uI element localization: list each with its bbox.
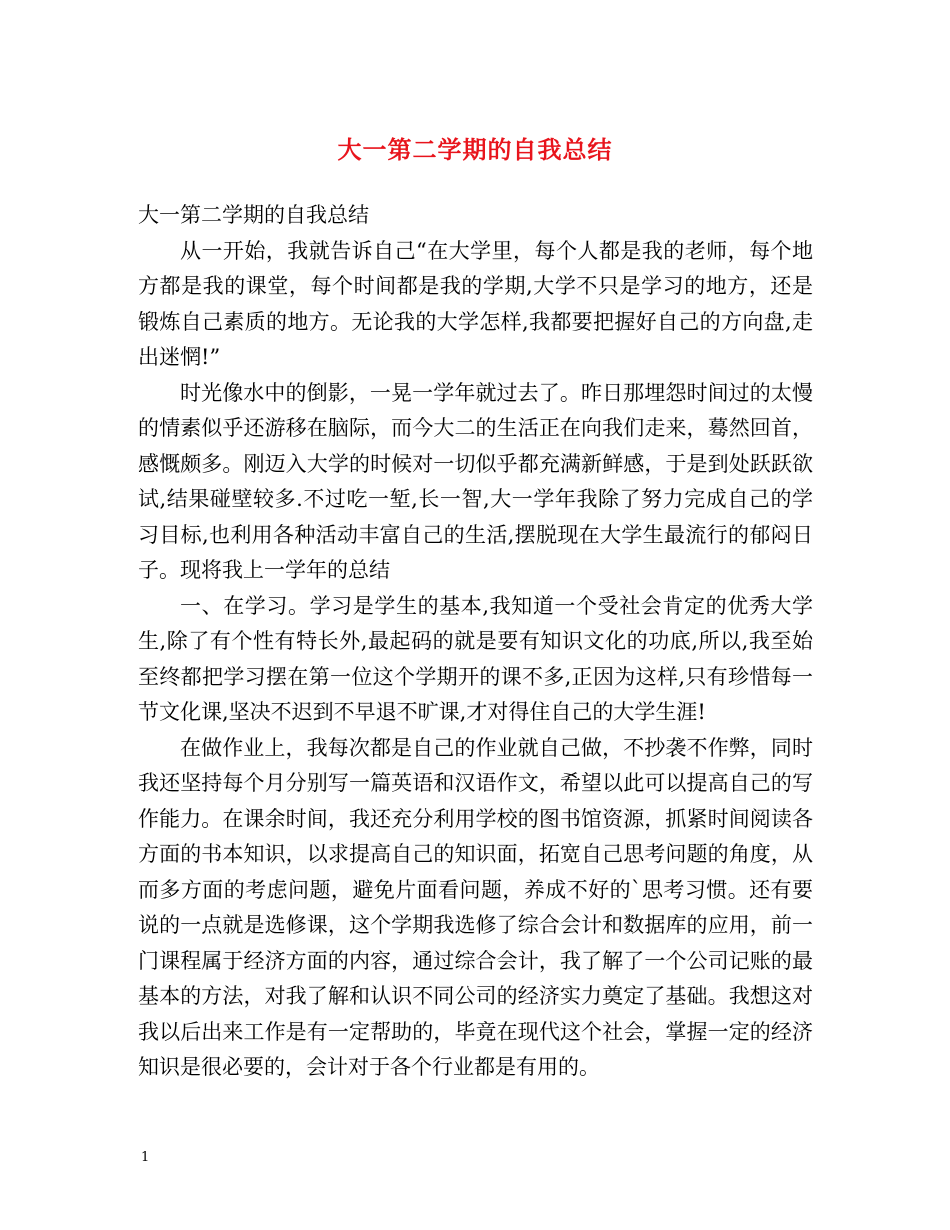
document-title: 大一第二学期的自我总结 bbox=[337, 135, 613, 164]
paragraph: 从一开始，我就告诉自己“在大学里，每个人都是我的老师，每个地方都是我的课堂，每个时间都是我的学期,大学不只是学习的地方，还是锻炼自己素质的地方。无论我的大学怎样,我都要把握好自己的方向盘,走出迷惘!” bbox=[138, 238, 813, 369]
document-subtitle: 大一第二学期的自我总结 bbox=[138, 203, 369, 227]
paragraph: 在做作业上，我每次都是自己的作业就自己做，不抄袭不作弊，同时我还坚持每个月分别写一篇英语和汉语作文，希望以此可以提高自己的写作能力。在课余时间，我还充分利用学校的图书馆资源，抓紧时间阅读各方面的书本知识，以求提高自己的知识面，拓宽自己思考问题的角度，从而多方面的考虑问题，避免片面看问题，养成不好的`思考习惯。还有要说的一点就是选修课，这个学期我选修了综合会计和数据库的应用，前一门课程属于经济方面的内容，通过综合会计，我了解了一个公司记账的最基本的方法，对我了解和认识不同公司的经济实力奠定了基础。我想这对我以后出来工作是有一定帮助的，毕竟在现代这个社会，掌握一定的经济知识是很必要的，会计对于各个行业都是有用的。 bbox=[138, 735, 813, 1079]
paragraph: 一、在学习。学习是学生的基本,我知道一个受社会肯定的优秀大学生,除了有个性有特长外,最起码的就是要有知识文化的功底,所以,我至始至终都把学习摆在第一位这个学期开的课不多,正因为这样,只有珍惜每一节文化课,坚决不迟到不早退不旷课,才对得住自己的大学生涯! bbox=[138, 593, 813, 724]
page-number: 1 bbox=[141, 1150, 150, 1165]
document-body bbox=[138, 198, 813, 1086]
paragraph: 时光像水中的倒影，一晃一学年就过去了。昨日那埋怨时间过的太慢的情素似乎还游移在脑际，而今大二的生活正在向我们走来，蓦然回首，感慨颇多。刚迈入大学的时候对一切似乎都充满新鲜感，于是到处跃跃欲试,结果碰壁较多.不过吃一堑,长一智,大一学年我除了努力完成自己的学习目标,也利用各种活动丰富自己的生活,摆脱现在大学生最流行的郁闷日子。现将我上一学年的总结 bbox=[138, 380, 813, 582]
